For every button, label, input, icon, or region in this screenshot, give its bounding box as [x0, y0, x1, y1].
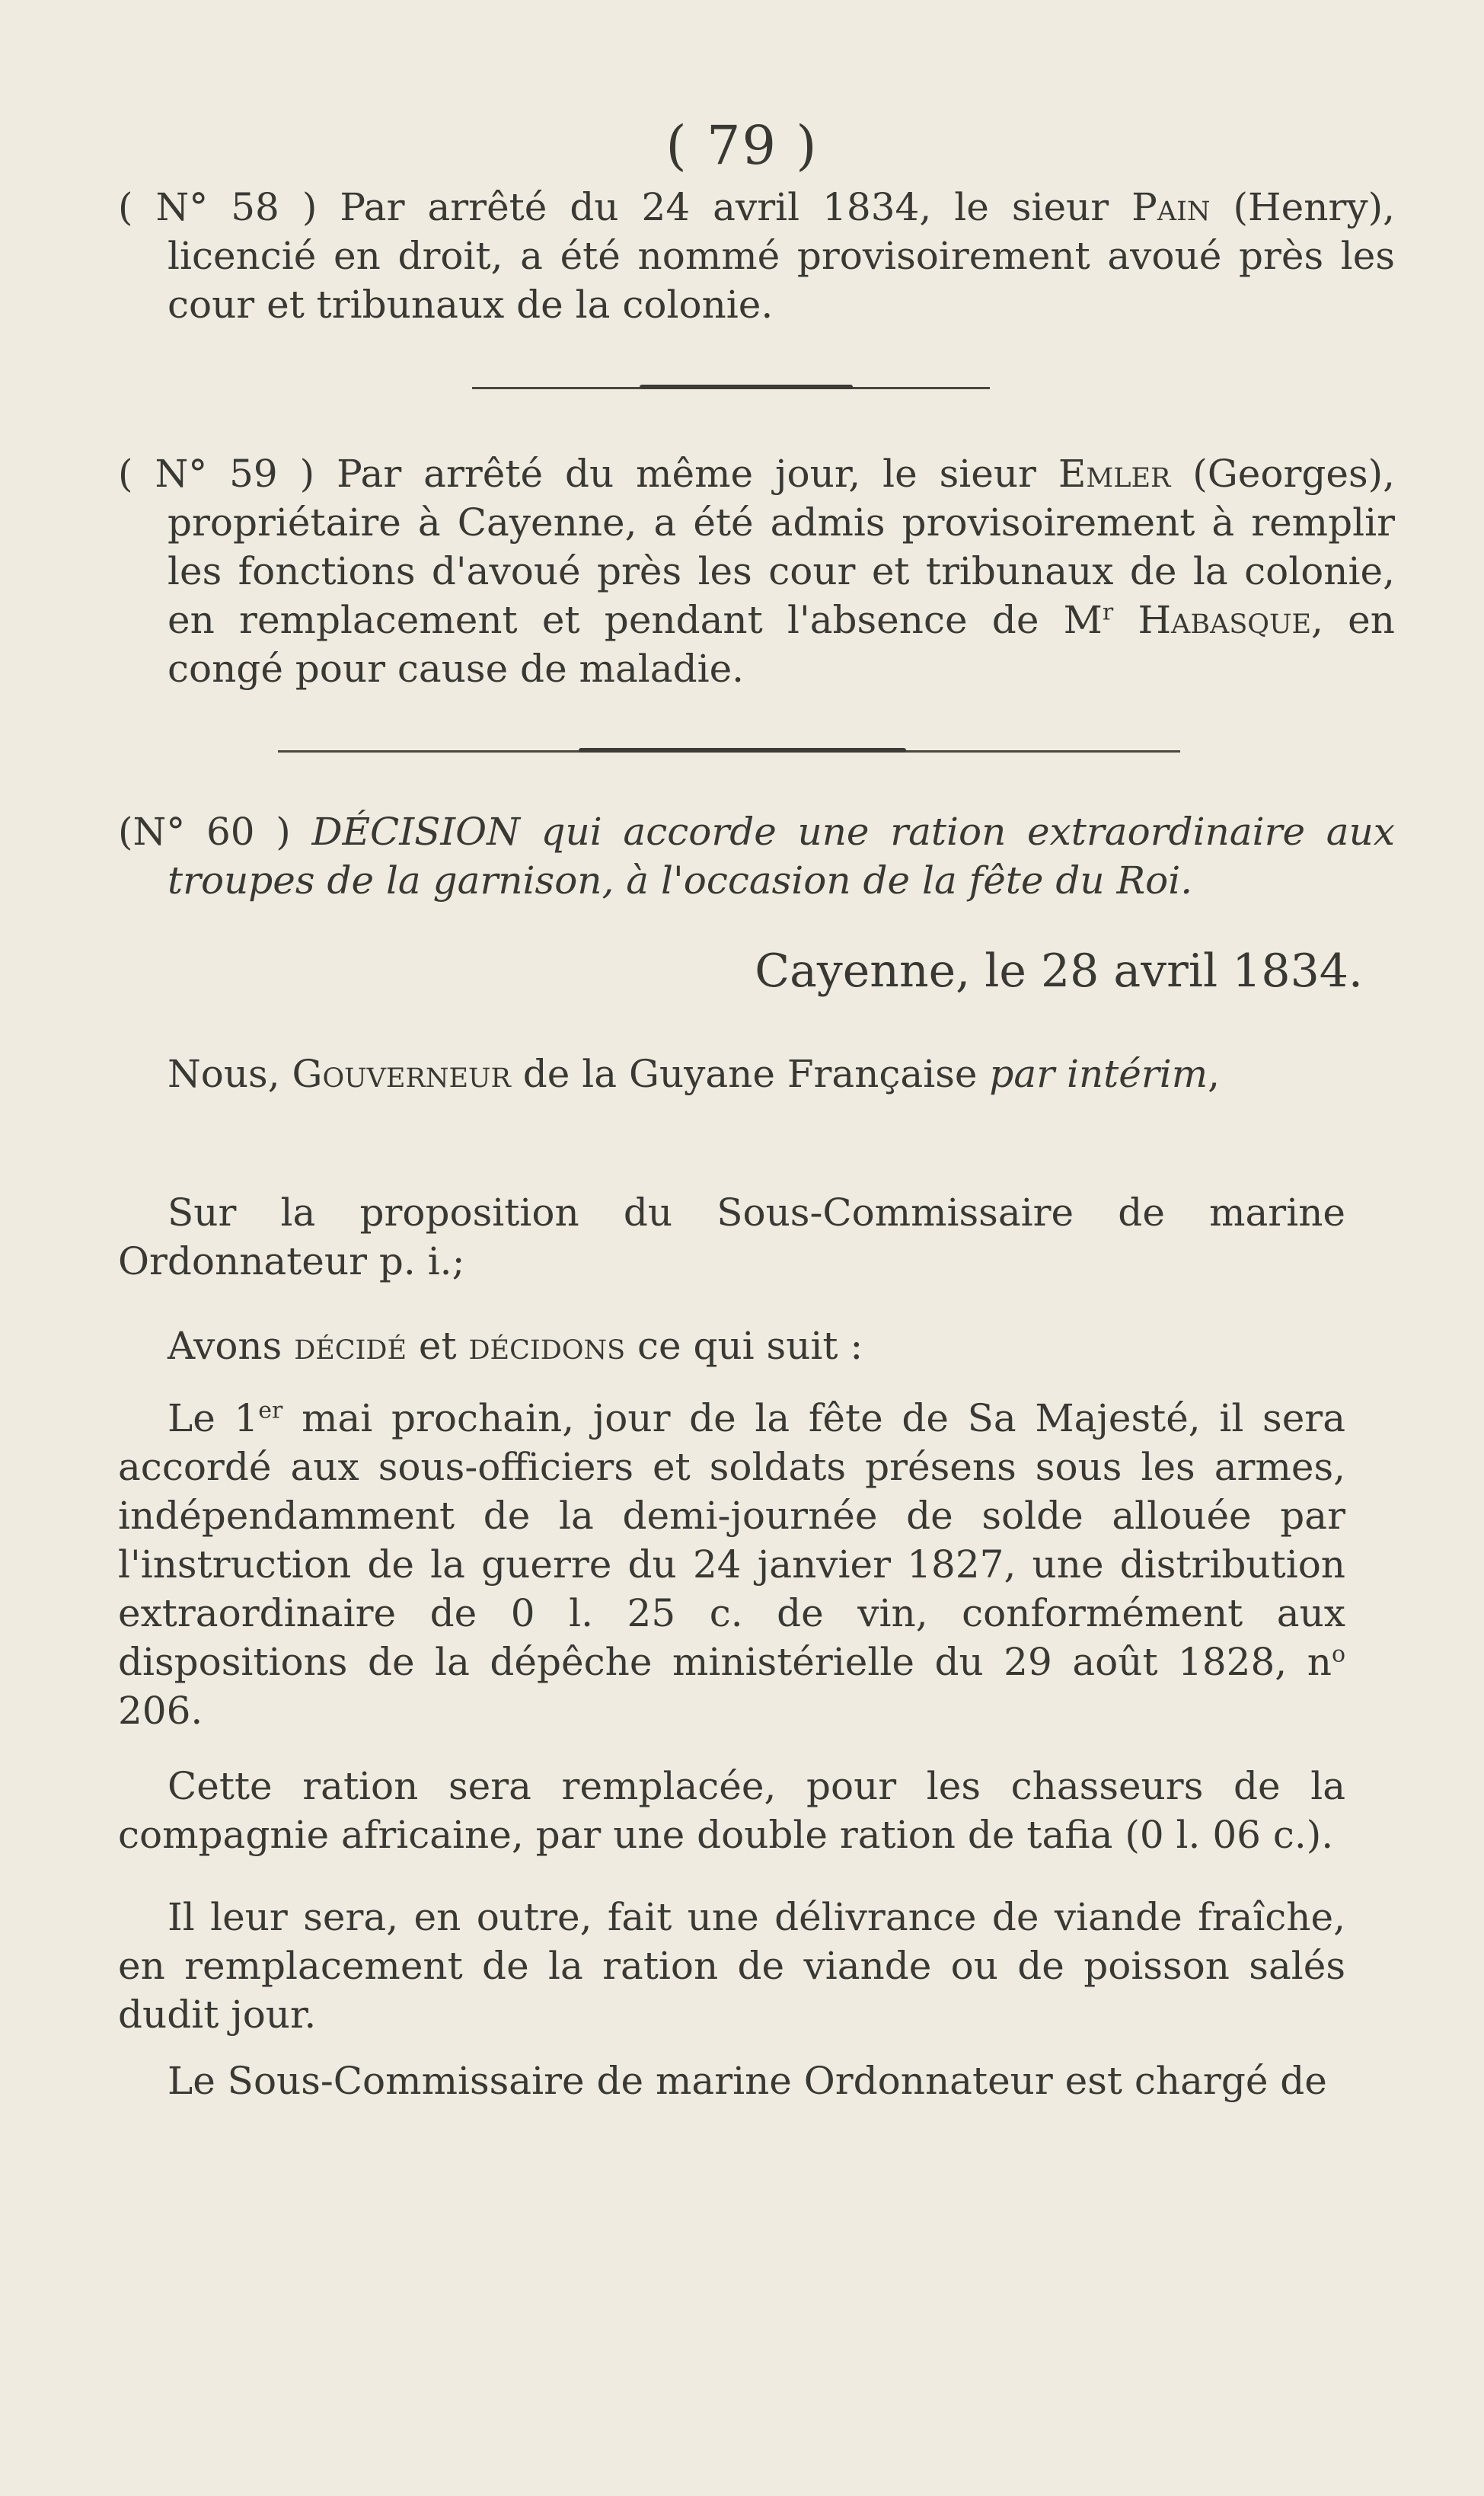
entry-59: ( N° 59 ) Par arrêté du même jour, le sieur Emler (Georges), propriétaire à Cayenne, a été admis provisoirement à remplir les fonctions d'avoué près les cour et tribunaux de la colonie, en remplacement et pendant l'absence de $M^r$ Habasque, en congé pour cause de maladie. [118, 452, 1396, 691]
decision-preamble: Nous, Gouverneur de la Guyane Française par intérim, [168, 1052, 1221, 1096]
entry-60-number: (N° 60 ) [118, 810, 291, 854]
decision-article-2: Cette ration sera remplacée, pour les chasseurs de la compagnie africaine, par une double ration de tafia (0 l. 06 c.). [118, 1764, 1345, 1857]
entry-58-number: ( N° 58 ) [118, 185, 318, 229]
governor-title: Gouverneur [292, 1052, 511, 1096]
entry-59-name2: Habasque [1113, 598, 1312, 642]
decision-proposal: Sur la proposition du Sous-Commissaire de marine Ordonnateur p. i.; [118, 1190, 1345, 1283]
page-number: ( 79 ) [665, 114, 819, 177]
decision-article-1: Le 1er mai prochain, jour de la fête de Sa Majesté, il sera accordé aux sous-officiers et soldats présens sous les armes, indépendamment de la demi-journée de solde allouée par l'instruction de la guerre du 24 janvier 1827, une distribution extraordinaire de 0 l. 25 c. de vin, conformément aux dispositions de la dépêche ministérielle du 29 août 1828, $n^o$ 206. [118, 1396, 1346, 1733]
entry-58-name: Pain [1131, 185, 1211, 229]
entry-60-title: qui accorde une ration extraordinaire aux troupes de la garnison, à l'occasion de la fête du Roi. [168, 810, 1395, 903]
entry-60-title-caps: DÉCISION [290, 810, 520, 854]
separator-rule-2-center [579, 748, 906, 753]
entry-58: ( N° 58 ) Par arrêté du 24 avril 1834, le sieur Pain (Henry), licencié en droit, a été nommé provisoirement avoué près les cour et tribunaux de la colonie. [118, 185, 1395, 327]
decision-article-4: Le Sous-Commissaire de marine Ordonnateur est chargé de [168, 2059, 1327, 2103]
entry-60-heading [118, 807, 1395, 905]
decision-article-3: Il leur sera, en outre, fait une délivrance de viande fraîche, en remplacement de la ration de viande ou de poisson salés dudit jour. [118, 1895, 1345, 2037]
dateline: Cayenne, le 28 avril 1834. [755, 944, 1363, 998]
separator-rule-1-center [640, 385, 853, 389]
decision-formula: Avons décidé et décidons ce qui suit : [168, 1324, 863, 1368]
entry-59-name: Emler [1058, 452, 1171, 496]
entry-59-number: ( N° 59 ) [118, 452, 315, 496]
